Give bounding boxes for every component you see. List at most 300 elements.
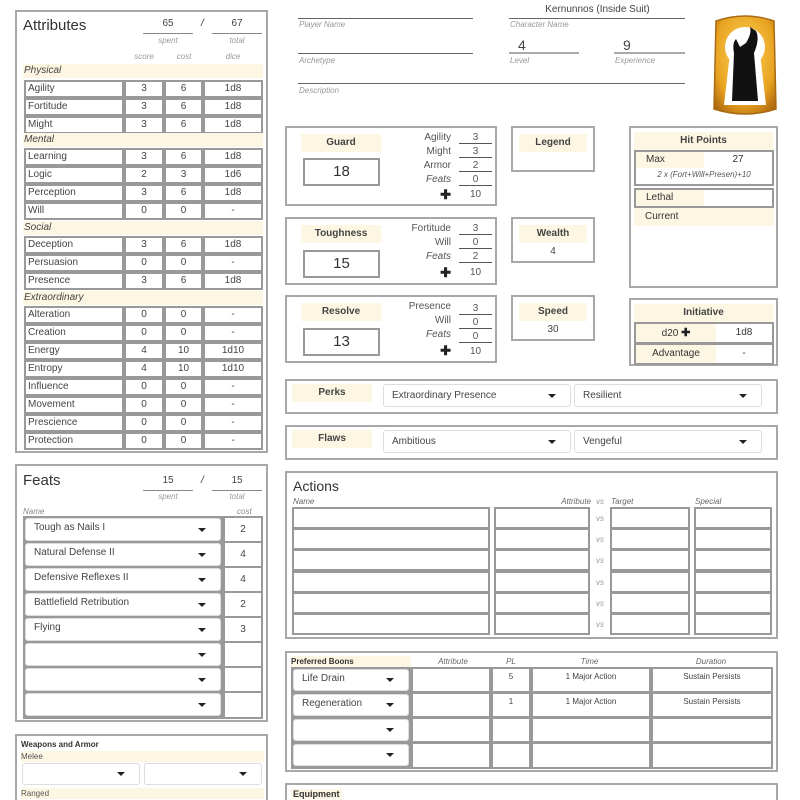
speed-panel	[511, 295, 595, 341]
attr-row-learning	[24, 148, 263, 166]
feat-cost[interactable]: 4	[223, 566, 263, 593]
feat-cost[interactable]: 2	[223, 591, 263, 618]
attr-name: Perception	[24, 184, 124, 202]
speed-value[interactable]: 30	[547, 324, 559, 335]
attr-dice: -	[203, 414, 263, 432]
action-target[interactable]	[610, 549, 690, 571]
attr-name: Movement	[24, 396, 124, 414]
attr-name: Alteration	[24, 306, 124, 324]
attr-row-creation	[24, 324, 263, 342]
attr-row-logic	[24, 166, 263, 184]
hit-points-title: Hit Points	[634, 132, 773, 150]
feat-name: Natural Defense II	[34, 547, 115, 558]
attr-score[interactable]: 0	[124, 254, 164, 272]
initiative-d20-row	[634, 322, 774, 344]
boon-select[interactable]	[293, 719, 409, 741]
attributes-title: Attributes	[23, 17, 87, 34]
equipment-title: Equipment	[293, 789, 340, 799]
attr-row-protection	[24, 432, 263, 450]
attr-dice: -	[203, 306, 263, 324]
chevron-down-icon	[117, 772, 125, 776]
resolve-label-will: Will	[434, 315, 451, 326]
action-target[interactable]	[610, 571, 690, 593]
feat-name: Defensive Reflexes II	[34, 572, 129, 583]
chevron-down-icon	[386, 728, 394, 732]
perk-select-2[interactable]	[574, 384, 762, 407]
attr-cost: 0	[164, 254, 203, 272]
attr-score[interactable]: 4	[124, 342, 164, 360]
attr-name: Energy	[24, 342, 124, 360]
attr-score[interactable]: 0	[124, 414, 164, 432]
attr-score[interactable]: 0	[124, 432, 164, 450]
actions-table	[292, 507, 772, 637]
attr-cost: 3	[164, 166, 203, 184]
action-special[interactable]	[694, 507, 772, 529]
level-value[interactable]: 4	[518, 37, 526, 53]
boon-pl[interactable]	[491, 717, 531, 743]
chevron-down-icon	[239, 772, 247, 776]
boon-pl[interactable]: 5	[491, 667, 531, 693]
flaw-value: Vengeful	[583, 436, 622, 447]
character-name-field	[509, 6, 685, 19]
chevron-down-icon	[198, 703, 206, 707]
guard-feats-value: 0	[459, 174, 492, 186]
description-field[interactable]	[298, 70, 685, 84]
attr-row-energy	[24, 342, 263, 360]
feats-spent[interactable]: 15	[143, 475, 193, 491]
attr-dice: -	[203, 202, 263, 220]
perks-label: Perks	[292, 384, 372, 402]
action-attribute[interactable]	[494, 549, 590, 571]
resolve-panel	[285, 295, 497, 363]
attr-score[interactable]: 3	[124, 272, 164, 290]
toughness-will-value: 0	[459, 237, 492, 249]
toughness-label-will: Will	[434, 237, 451, 248]
melee-label: Melee	[21, 751, 264, 762]
action-special[interactable]	[694, 528, 772, 550]
attr-cost: 0	[164, 414, 203, 432]
ranged-label: Ranged	[21, 788, 264, 799]
boons-col-time: Time	[580, 657, 599, 666]
perks-panel	[285, 379, 778, 414]
boon-duration: Sustain Persists	[651, 692, 773, 718]
perk-select-1[interactable]	[383, 384, 571, 407]
attr-row-might	[24, 116, 263, 134]
attr-dice: 1d8	[203, 184, 263, 202]
feat-select[interactable]	[25, 568, 221, 591]
boon-duration	[651, 742, 773, 769]
toughness-label-fortitude: Fortitude	[411, 223, 451, 234]
attr-name: Logic	[24, 166, 124, 184]
attr-score[interactable]: 2	[124, 166, 164, 184]
chevron-down-icon	[198, 653, 206, 657]
chevron-down-icon	[548, 394, 556, 398]
feat-name: Battlefield Retribution	[34, 597, 130, 608]
boon-time	[531, 717, 651, 743]
description-label: Description	[299, 86, 340, 95]
attr-dice: 1d8	[203, 98, 263, 116]
initiative-d20-value: 1d8	[735, 327, 753, 338]
attr-row-influence	[24, 378, 263, 396]
attr-cost: 6	[164, 116, 203, 134]
speed-title: Speed	[519, 303, 587, 321]
col-score-label: score	[134, 52, 154, 61]
chevron-down-icon	[198, 553, 206, 557]
attr-name: Deception	[24, 236, 124, 254]
vs-label: vs	[596, 514, 604, 523]
boons-col-duration: Duration	[695, 657, 727, 666]
group-mental: Mental	[23, 133, 263, 147]
archetype-label: Archetype	[299, 56, 336, 65]
guard-might-value: 3	[459, 146, 492, 158]
boon-duration: Sustain Persists	[651, 667, 773, 693]
feats-col-cost: cost	[237, 507, 252, 516]
attr-dice: -	[203, 254, 263, 272]
plus-icon: ✚	[440, 265, 451, 280]
col-cost-label: cost	[176, 52, 192, 61]
plus-icon: ✚	[440, 343, 451, 358]
guard-base-value: 10	[469, 189, 482, 200]
vs-label: vs	[596, 535, 604, 544]
perk-value: Extraordinary Presence	[392, 390, 497, 401]
feats-spent-label: spent	[158, 492, 178, 501]
actions-col-target: Target	[611, 497, 634, 506]
attr-score[interactable]: 3	[124, 236, 164, 254]
attr-row-movement	[24, 396, 263, 414]
guard-labels	[397, 132, 451, 202]
hp-max-block	[634, 150, 774, 186]
attr-score[interactable]: 3	[124, 184, 164, 202]
feat-select[interactable]	[25, 593, 221, 616]
vs-label: vs	[596, 578, 604, 587]
guard-panel	[285, 126, 497, 206]
toughness-title: Toughness	[301, 225, 381, 243]
feats-table	[23, 516, 263, 719]
attr-dice: 1d10	[203, 360, 263, 378]
boon-attribute[interactable]	[411, 667, 491, 693]
attr-cost: 0	[164, 378, 203, 396]
boon-pl[interactable]	[491, 742, 531, 769]
feat-select[interactable]	[25, 668, 221, 691]
attr-cost: 10	[164, 342, 203, 360]
vs-label: vs	[596, 599, 604, 608]
actions-title: Actions	[293, 478, 339, 494]
feat-cost[interactable]: 2	[223, 516, 263, 543]
attr-row-prescience	[24, 414, 263, 432]
attr-name: Learning	[24, 148, 124, 166]
resolve-title: Resolve	[301, 303, 381, 321]
hp-max-label: Max	[636, 152, 704, 168]
resolve-label-feats: Feats	[425, 329, 451, 340]
attr-dice: -	[203, 324, 263, 342]
attr-name: Might	[24, 116, 124, 134]
attr-score[interactable]: 0	[124, 396, 164, 414]
resolve-will-value: 0	[459, 317, 492, 329]
attr-name: Influence	[24, 378, 124, 396]
attr-dice: 1d8	[203, 272, 263, 290]
guard-title: Guard	[301, 134, 381, 152]
initiative-advantage-row	[634, 343, 774, 365]
action-attribute[interactable]	[494, 528, 590, 550]
action-special[interactable]	[694, 592, 772, 614]
chevron-down-icon	[198, 603, 206, 607]
attributes-total[interactable]: 67	[212, 18, 262, 34]
attributes-total-label: total	[229, 36, 245, 45]
initiative-advantage-label: Advantage	[636, 345, 716, 363]
attr-row-alteration	[24, 306, 263, 324]
boons-col-attribute: Attribute	[438, 657, 468, 666]
attr-dice: 1d8	[203, 116, 263, 134]
actions-col-special: Special	[695, 497, 722, 506]
feat-select[interactable]	[25, 643, 221, 666]
feat-cost[interactable]	[223, 691, 263, 719]
hp-lethal-block	[634, 188, 774, 208]
toughness-base-value: 10	[469, 267, 482, 278]
attributes-panel	[15, 10, 268, 453]
attr-row-agility	[24, 80, 263, 98]
initiative-d20-label	[636, 324, 716, 342]
col-dice-label: dice	[225, 52, 241, 61]
attr-name: Protection	[24, 432, 124, 450]
feats-panel	[15, 464, 268, 722]
perk-value: Resilient	[583, 390, 622, 401]
hp-formula: 2 x (Fort+Will+Presen)+10	[657, 170, 751, 179]
hit-points-panel	[629, 126, 778, 288]
wealth-title: Wealth	[519, 225, 587, 243]
level-field	[509, 40, 579, 54]
feat-cost[interactable]: 3	[223, 616, 263, 643]
action-attribute[interactable]	[494, 507, 590, 529]
attr-score[interactable]: 3	[124, 116, 164, 134]
boon-select[interactable]	[293, 744, 409, 766]
chevron-down-icon	[386, 753, 394, 757]
feats-title: Feats	[23, 472, 61, 489]
action-name[interactable]	[292, 507, 490, 529]
initiative-panel	[629, 298, 778, 366]
action-name[interactable]	[292, 592, 490, 614]
resolve-base-value: 10	[469, 346, 482, 357]
feat-select[interactable]	[25, 693, 221, 716]
character-name-value[interactable]: Kernunnos (Inside Suit)	[545, 4, 650, 15]
action-attribute[interactable]	[494, 613, 590, 635]
chevron-down-icon	[739, 440, 747, 444]
feat-name: Flying	[34, 622, 61, 633]
wealth-panel	[511, 217, 595, 263]
attr-row-persuasion	[24, 254, 263, 272]
feat-name: Tough as Nails I	[34, 522, 106, 533]
attr-row-fortitude	[24, 98, 263, 116]
attr-dice: 1d8	[203, 236, 263, 254]
attr-cost: 6	[164, 184, 203, 202]
resolve-feats-value: 0	[459, 331, 492, 343]
boon-attribute[interactable]	[411, 692, 491, 718]
boon-time: 1 Major Action	[531, 692, 651, 718]
feat-select[interactable]	[25, 543, 221, 566]
melee-select-1[interactable]	[22, 763, 140, 785]
actions-col-name: Name	[293, 497, 315, 506]
attr-dice: 1d8	[203, 148, 263, 166]
action-special[interactable]	[694, 571, 772, 593]
boon-select[interactable]	[293, 694, 409, 716]
action-attribute[interactable]	[494, 592, 590, 614]
attr-score[interactable]: 3	[124, 98, 164, 116]
action-name[interactable]	[292, 571, 490, 593]
attr-row-presence	[24, 272, 263, 290]
experience-value[interactable]: 9	[623, 37, 631, 53]
initiative-title: Initiative	[634, 304, 773, 322]
guard-label-agility: Agility	[424, 132, 451, 143]
flaw-select-1[interactable]	[383, 430, 571, 453]
boons-col-pl: PL	[506, 657, 516, 666]
flaw-select-2[interactable]	[574, 430, 762, 453]
plus-icon: ✚	[681, 327, 691, 339]
chevron-down-icon	[386, 703, 394, 707]
attr-score[interactable]: 3	[124, 148, 164, 166]
attr-cost: 6	[164, 98, 203, 116]
action-special[interactable]	[694, 613, 772, 635]
attr-dice: -	[203, 396, 263, 414]
archetype-field[interactable]	[298, 40, 473, 54]
attr-name: Persuasion	[24, 254, 124, 272]
action-name[interactable]	[292, 613, 490, 635]
boon-time	[531, 742, 651, 769]
hp-current-label: Current	[634, 208, 774, 226]
weapons-title: Weapons and Armor	[21, 740, 99, 749]
boons-table	[291, 667, 773, 769]
group-social: Social	[23, 221, 263, 235]
feats-slash: /	[201, 475, 204, 486]
plus-icon: ✚	[440, 187, 451, 202]
actions-panel	[285, 471, 778, 639]
guard-label-armor: Armor	[423, 160, 451, 171]
feats-total-label: total	[229, 492, 245, 501]
action-special[interactable]	[694, 549, 772, 571]
hp-current-value[interactable]	[634, 226, 774, 284]
attr-name: Will	[24, 202, 124, 220]
boon-name: Life Drain	[302, 673, 345, 684]
flaws-label: Flaws	[292, 430, 372, 448]
attr-name: Fortitude	[24, 98, 124, 116]
action-target[interactable]	[610, 528, 690, 550]
player-name-field[interactable]	[298, 6, 473, 19]
equipment-panel	[285, 783, 778, 800]
attr-name: Entropy	[24, 360, 124, 378]
attr-cost: 0	[164, 202, 203, 220]
experience-field	[614, 40, 685, 54]
boon-duration	[651, 717, 773, 743]
action-attribute[interactable]	[494, 571, 590, 593]
hp-lethal-value[interactable]	[704, 190, 772, 206]
toughness-feats-value: 2	[459, 251, 492, 263]
legend-panel	[511, 126, 595, 172]
toughness-value: 15	[303, 250, 380, 278]
weapons-panel	[15, 734, 268, 800]
resolve-presence-value: 3	[459, 303, 492, 315]
guard-agility-value: 3	[459, 132, 492, 144]
attr-dice: 1d10	[203, 342, 263, 360]
player-name-label: Player Name	[299, 20, 346, 29]
attr-score[interactable]: 4	[124, 360, 164, 378]
action-target[interactable]	[610, 592, 690, 614]
d20-text: d20	[661, 328, 679, 339]
melee-select-2[interactable]	[144, 763, 262, 785]
action-name[interactable]	[292, 549, 490, 571]
attr-score[interactable]: 0	[124, 202, 164, 220]
attr-dice: 1d6	[203, 166, 263, 184]
chevron-down-icon	[548, 440, 556, 444]
group-extraordinary: Extraordinary	[23, 291, 263, 305]
chevron-down-icon	[198, 528, 206, 532]
attr-cost: 6	[164, 80, 203, 98]
toughness-labels	[397, 223, 451, 283]
attr-score[interactable]: 0	[124, 378, 164, 396]
attr-score[interactable]: 3	[124, 80, 164, 98]
attr-name: Creation	[24, 324, 124, 342]
boon-attribute[interactable]	[411, 717, 491, 743]
feat-cost[interactable]	[223, 641, 263, 668]
toughness-panel	[285, 217, 497, 285]
attr-name: Prescience	[24, 414, 124, 432]
feats-total[interactable]: 15	[212, 475, 262, 491]
feat-cost[interactable]	[223, 666, 263, 693]
attr-cost: 6	[164, 236, 203, 254]
wealth-value[interactable]: 4	[550, 246, 556, 257]
action-name[interactable]	[292, 528, 490, 550]
feat-select[interactable]	[25, 518, 221, 541]
attr-dice: -	[203, 378, 263, 396]
resolve-value: 13	[303, 328, 380, 356]
attr-row-will	[24, 202, 263, 220]
boon-select[interactable]	[293, 669, 409, 691]
boons-title: Preferred Boons	[291, 656, 411, 668]
attr-cost: 0	[164, 432, 203, 450]
attr-cost: 10	[164, 360, 203, 378]
guard-armor-value[interactable]: 2	[459, 160, 492, 172]
attr-cost: 0	[164, 396, 203, 414]
flaws-panel	[285, 425, 778, 460]
guard-label-might: Might	[426, 146, 451, 157]
attributes-spent[interactable]: 65	[143, 18, 193, 34]
attr-score[interactable]: 0	[124, 306, 164, 324]
attr-score[interactable]: 0	[124, 324, 164, 342]
action-target[interactable]	[610, 507, 690, 529]
initiative-advantage-value[interactable]: -	[742, 348, 746, 359]
attr-cost: 6	[164, 272, 203, 290]
hp-max-value: 27	[732, 154, 744, 165]
actions-col-attribute: Attribute	[561, 497, 591, 506]
action-target[interactable]	[610, 613, 690, 635]
actions-col-vs: vs	[596, 497, 604, 506]
guard-value: 18	[303, 158, 380, 186]
vs-label: vs	[596, 556, 604, 565]
chevron-down-icon	[198, 678, 206, 682]
character-name-label: Character Name	[510, 20, 569, 29]
experience-label: Experience	[615, 56, 656, 65]
boon-pl[interactable]: 1	[491, 692, 531, 718]
chevron-down-icon	[739, 394, 747, 398]
attr-dice: -	[203, 432, 263, 450]
attr-cost: 6	[164, 148, 203, 166]
feat-select[interactable]	[25, 618, 221, 641]
attr-row-deception	[24, 236, 263, 254]
boons-panel	[285, 651, 778, 772]
boon-attribute[interactable]	[411, 742, 491, 769]
attr-name: Agility	[24, 80, 124, 98]
feats-col-name: Name	[23, 507, 45, 516]
feat-cost[interactable]: 4	[223, 541, 263, 568]
attributes-slash: /	[201, 18, 204, 29]
attr-row-entropy	[24, 360, 263, 378]
